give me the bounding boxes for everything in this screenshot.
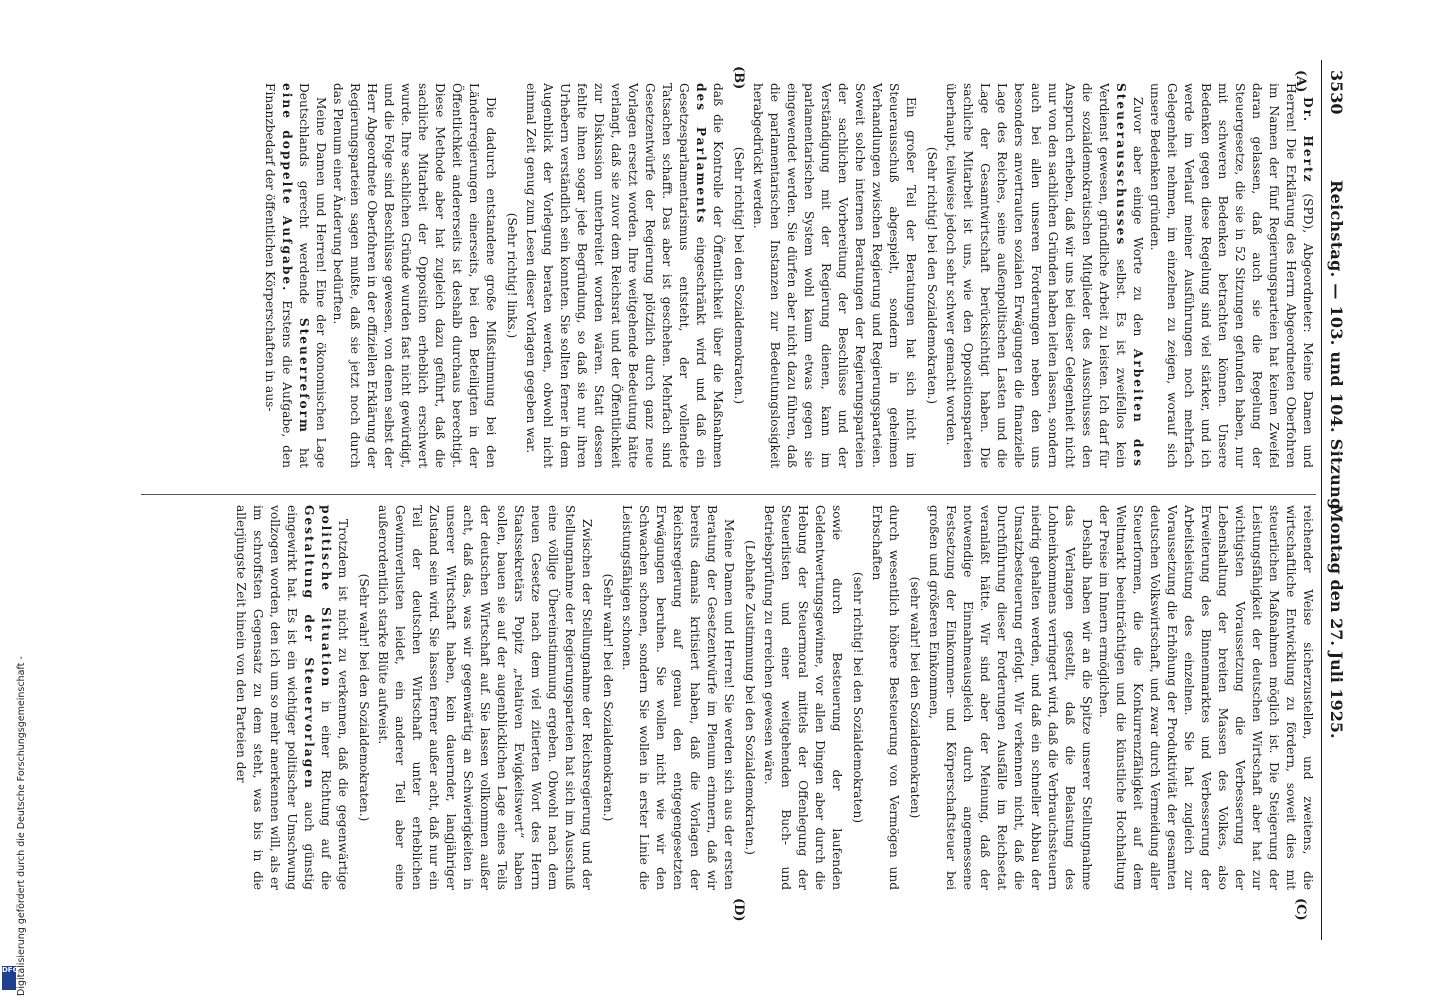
interjection: (Lebhafte Zustimmung bei den Sozialdemokraten.): [743, 540, 757, 855]
paragraph: [261, 83, 329, 468]
emphasis: eine doppelte Aufgabe.: [280, 83, 294, 293]
paragraph-text: selbst. Es ist zweifellos kein Verdienst gewesen, gründliche Arbeit zu leisten. Ich darf für die sozialdemokratischen Mitglieder des Ausschusses den Anspruch erheben, daß wir uns bei dieser Gelegenheit nicht nur von den sachlichen Gründen haben leiten lassen, sondern auch bei allen unseren Forderungen neben den uns besonders anvertrauten sozialen Erwägungen die finanzielle Lage des Reiches, seine außenpolitischen Lasten und die Lage der Gesamtwirtschaft berücksichtigt haben. Die sachliche Mitarbeit ist uns, wie den Oppositionsparteien überhaupt, teilweise jedoch sehr schwer gemacht worden.: [944, 83, 1128, 468]
paragraph-text: auch günstig eingewirkt hat. Es ist ein wichtiger politischer Umschwung vollzogen worden, den ich um so mehr anerkennen will, als er im schroffsten Gegensatz zu dem steht, was bis in die allerjüngste Zeit hinein von den Parteien der: [234, 505, 316, 890]
paragraph: Ein großer Teil der Beratungen hat sich nicht im Steuerausschuß abgespielt, sondern in geheimen Verhandlungen zwischen Regierung und Regierungsparteien. Soweit solche internen Beratungen der Regierungsparteien der sachlichen Vorbereitung der Beschlüsse und der Verständigung mit der Regierung dienen, kann im parlamentarischen System wohl kaum etwas gegen sie eingewendet werden. Sie dürfen aber nicht dazu führen, daß die parlamentarischen Instanzen zur Bedeutungslosigkeit herabgedrückt werden.: [751, 83, 918, 468]
interjection: (Sehr wahr! bei den Sozialdemokraten.): [601, 573, 615, 822]
paragraph: durch wesentlich höhere Besteuerung von Vermögen und Erbschaften: [870, 505, 901, 890]
credit-text: Digitalisierung gefördert durch die Deutsche Forschungsgemeinschaft -: [16, 656, 27, 996]
speaker-name: Dr. Hertz: [1301, 97, 1315, 184]
paragraph-text: Meine Damen und Herren! Eine der ökonomischen Lage Deutschlands gerecht werdende: [297, 83, 328, 468]
emphasis: Arbeiten des Steuerausschusses: [1114, 83, 1145, 468]
interjection: (sehr wahr! bei den Sozialdemokraten): [908, 576, 922, 819]
interjection: (Sehr richtig! bei den Sozialdemokraten.): [925, 146, 939, 405]
header-date: Montag den 27. Juli 1925.: [1327, 505, 1346, 739]
paragraph-text: daß die Kontrolle der Öffentlichkeit über die Maßnahmen: [711, 83, 725, 468]
margin-marker-d: (D): [731, 898, 746, 922]
emphasis: Gestaltung der Steuervorlagen: [302, 505, 316, 790]
paragraph: reichender Weise sicherzustellen, und zweitens, die wirtschaftliche Entwicklung zu fördern, soweit dies mit steuerlichen Maßnahmen möglich ist. Die Steigerung der Leistungsfähigkeit der deutschen Wirtschaft aber hat zur wichtigsten Voraussetzung die Verbesserung der Lebenshaltung der breiten Massen des Volkes, also Erweiterung des Binnenmarktes und Verbesserung der Arbeitsleistung des einzelnen. Sie hat zugleich zur Voraussetzung die Erhöhung der Produktivität der gesamten deutschen Volkswirtschaft, und zwar durch Vermeidung aller Steuerformen, die die Konkurrenzfähigkeit auf dem Weltmarkt beeinträchtigen und die künstliche Hochhaltung der Preise im Innern ermöglichen.: [1097, 505, 1315, 890]
paragraph-text: eingeschränkt wird und daß ein Gesetzesparlamentarismus entsteht, der vollendete Tatsachen schafft. Das aber ist geschehen. Mehrfach sind Gesetzentwürfe der Regierung plötzlich durch ganz neue Vorlagen ersetzt worden. Ihre weitgehende Bedeutung hätte verlangt, daß sie zuvor dem Reichsrat und der Öffentlichkeit zur Diskussion unterbreitet worden wären. Statt dessen fehlte ihnen sogar jede Begründung, so daß sie nur ihren Urhebern verständlich sein konnten. Sie sollten ferner in dem Augenblick der Vorlegung beraten werden, obwohl nicht einmal Zeit genug zum Lesen dieser Vorlagen gegeben war.: [524, 83, 708, 468]
margin-marker-c: (C): [1293, 898, 1308, 921]
digitization-credit: [0, 0, 27, 1000]
margin-marker-b: (B): [731, 66, 746, 90]
dfg-logo: DFG: [2, 966, 16, 990]
paragraph: Zwischen der Stellungnahme der Reichsregierung und der Stellungnahme der Regierungsparteien hat sich im Ausschuß eine völlige Übereinstimmung ergeben. Obwohl nach dem neuen Gesetze nach dem viel zitierten Wort des Herrn Staatssekretärs Popitz „relativen Ewigkeitswert“ haben sollen, bauen sie auf der augenblicklichen Lage eines Teils der deutschen Wirtschaft auf. Sie lassen vollkommen außer acht, daß das, was wir gegenwärtig an Schwierigkeiten in unserer Wirtschaft haben, kein dauernder, langjähriger Zustand sein wird. Sie lassen ferner außer acht, daß nur ein Teil der deutschen Wirtschaft unter erheblichen Gewinnverlusten leidet, ein anderer Teil aber eine außerordentlich starke Blüte aufweist.: [376, 505, 594, 890]
paragraph-text: Erstens die Aufgabe, den Finanzbedarf der öffentlichen Körperschaften in aus-: [263, 83, 294, 468]
left-column: [141, 83, 1316, 468]
interjection: (Sehr richtig! links.): [505, 212, 519, 339]
emphasis: des Parlaments: [694, 83, 708, 225]
emphasis: Steuerreform: [297, 317, 311, 434]
paragraph: [522, 83, 726, 468]
paragraph: Die dadurch entstandene große Mißstimmung bei den Länderregierungen einerseits, bei den Beteiligten in der Öffentlichkeit andererseits ist deshalb durchaus berechtigt. Diese Methode aber hat zugleich dazu geführt, daß die sachliche Mitarbeit der Opposition erheblich erschwert wurde. Ihre sachlichen Gründe wurden fast nicht gewürdigt, und die Folge sind Beschlüsse gewesen, von denen selbst der Herr Abgeordnete Oberfohren in der offiziellen Erklärung der Regierungsparteien sagen mußte, daß sie jetzt noch durch das Plenum einer Änderung bedürften.: [331, 83, 498, 468]
emphasis: politische Situation: [319, 505, 333, 689]
header-title: Reichstag. — 103. und 104. Sitzung.: [1327, 180, 1346, 516]
paragraph-text: hat: [297, 447, 311, 468]
paragraph: [942, 83, 1146, 468]
paragraph: [1146, 83, 1316, 468]
paragraph: Meine Damen und Herren! Sie werden sich aus der ersten Beratung der Gesetzentwürfe im Plenum erinnern, daß wir bereits damals kritisiert haben, daß die Vorlagen der Reichsregierung auf genau den entgegengesetzten Erwägungen beruhen. Sie wollen nicht wie wir den Schwachen schonen, sondern Sie wollen in erster Linie die Leistungsfähigen schonen.: [620, 505, 736, 890]
paragraph: Deshalb haben wir an die Spitze unserer Stellungnahme das Verlangen gestellt, daß die Belastung des Lohneinkommens verringert wird, daß die Verbrauchssteuern niedrig gehalten werden, und daß ein schneller Abbau der Umsatzbesteuerung erfolgt. Wir verkennen nicht, daß die Durchführung dieser Forderungen Ausfälle im Reichsetat veranlaßt hätte. Wir sind aber der Meinung, daß der notwendige Einnahmeausgleich durch angemessene Festsetzung der Einkommen- und Körperschaftsteuer bei großen und größeren Einkommen,: [927, 505, 1094, 890]
paragraph-text: Zuvor aber einige Worte zu den: [1131, 97, 1145, 337]
paragraph: [232, 505, 351, 890]
column-divider: [141, 494, 1316, 495]
interjection: (Sehr wahr! bei den Sozialdemokraten.): [357, 573, 371, 822]
page-number: 3530: [1327, 70, 1346, 115]
header-rule: [1321, 60, 1322, 940]
paragraph: sowie durch Besteuerung der laufenden Geldentwertungsgewinne, vor allen Dingen aber durch die Hebung der Steuermoral mittels der Offenlegung der Steuerlisten und einer weitgehenden Buch- und Betriebsprüfung zu erreichen gewesen wäre.: [762, 505, 844, 890]
paragraph-text: (SPD), Abgeordneter: Meine Damen und Herren! Die Erklärung des Herrn Abgeordneten Oberfohren im Namen der fünf Regierungsparteien hat keinen Zweifel daran gelassen, daß auch sie die Regelung der Steuergesetze, die sie in 52 Sitzungen gefunden haben, nur mit schweren Bedenken betrachten können. Unsere Bedenken gegen diese Regelung sind viel stärker, und ich werde im Verlauf meiner Ausführungen noch mehrfach Gelegenheit nehmen, im einzelnen zu zeigen, worauf sich unsere Bedenken gründen.: [1148, 83, 1315, 468]
right-column: [141, 505, 1316, 890]
paragraph-text: in einer Richtung auf die: [319, 700, 333, 890]
margin-marker-a: (A): [1293, 70, 1308, 93]
interjection: (sehr richtig! bei den Sozialdemokraten): [851, 571, 865, 824]
paragraph-text: Trotzdem ist nicht zu verkennen, daß die gegenwärtige: [336, 519, 350, 890]
interjection: (Sehr richtig! bei den Sozialdemokraten.): [732, 146, 746, 405]
